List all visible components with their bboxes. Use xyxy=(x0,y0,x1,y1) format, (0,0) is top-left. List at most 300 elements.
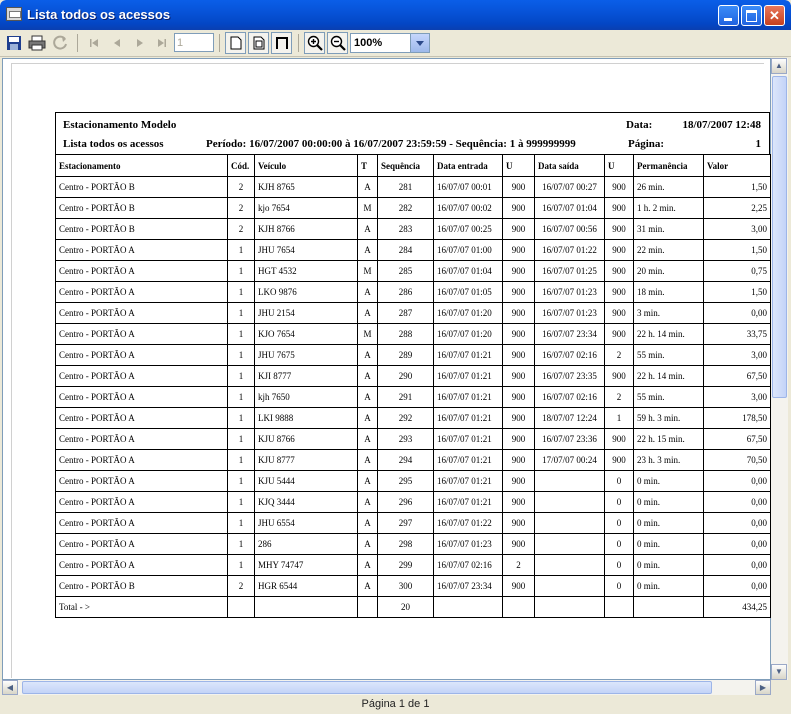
cell-u-saida: 900 xyxy=(605,303,634,324)
page-width-button[interactable] xyxy=(225,32,246,54)
cell-data-entrada: 16/07/07 01:21 xyxy=(434,408,503,429)
status-bar xyxy=(0,697,791,714)
cell-u-entrada: 900 xyxy=(503,198,535,219)
cell-data-entrada: 16/07/07 01:23 xyxy=(434,534,503,555)
cell-cod: 2 xyxy=(228,198,255,219)
whole-page-button[interactable] xyxy=(248,32,269,54)
last-page-button[interactable] xyxy=(152,32,172,54)
total-empty-cell xyxy=(434,597,503,618)
cell-cod: 1 xyxy=(228,387,255,408)
cell-data-saida xyxy=(535,555,605,576)
cell-sequencia: 290 xyxy=(378,366,434,387)
cell-estacionamento: Centro - PORTÃO B xyxy=(56,198,228,219)
cell-data-saida: 16/07/07 01:23 xyxy=(535,303,605,324)
cell-u-saida: 900 xyxy=(605,198,634,219)
column-header-valor: Valor xyxy=(704,155,771,177)
cell-tipo: A xyxy=(358,219,378,240)
cell-data-saida: 16/07/07 00:27 xyxy=(535,177,605,198)
cell-permanencia: 0 min. xyxy=(634,555,704,576)
cell-valor: 1,50 xyxy=(704,240,771,261)
previous-page-icon xyxy=(111,37,123,49)
cell-u-entrada: 900 xyxy=(503,513,535,534)
cell-data-entrada: 16/07/07 01:20 xyxy=(434,303,503,324)
last-page-icon xyxy=(156,37,168,49)
cell-valor: 1,50 xyxy=(704,282,771,303)
cell-tipo: M xyxy=(358,324,378,345)
cell-valor: 0,00 xyxy=(704,492,771,513)
cell-data-entrada: 16/07/07 00:02 xyxy=(434,198,503,219)
cell-cod: 1 xyxy=(228,450,255,471)
cell-sequencia: 286 xyxy=(378,282,434,303)
table-row xyxy=(56,303,771,324)
cell-u-saida: 900 xyxy=(605,261,634,282)
cell-permanencia: 26 min. xyxy=(634,177,704,198)
cell-tipo: A xyxy=(358,429,378,450)
cell-valor: 67,50 xyxy=(704,366,771,387)
cell-sequencia: 297 xyxy=(378,513,434,534)
cell-estacionamento: Centro - PORTÃO A xyxy=(56,513,228,534)
table-row xyxy=(56,345,771,366)
cell-estacionamento: Centro - PORTÃO A xyxy=(56,555,228,576)
cell-data-entrada: 16/07/07 01:21 xyxy=(434,429,503,450)
cell-cod: 1 xyxy=(228,366,255,387)
cell-veiculo: KJQ 3444 xyxy=(255,492,358,513)
cell-tipo: A xyxy=(358,303,378,324)
table-row xyxy=(56,282,771,303)
cell-cod: 2 xyxy=(228,177,255,198)
cell-data-entrada: 16/07/07 01:21 xyxy=(434,387,503,408)
cell-cod: 2 xyxy=(228,576,255,597)
table-row xyxy=(56,366,771,387)
cell-u-entrada: 900 xyxy=(503,303,535,324)
cell-veiculo: kjo 7654 xyxy=(255,198,358,219)
cell-u-saida: 900 xyxy=(605,429,634,450)
column-header-estacionamento: Estacionamento xyxy=(56,155,228,177)
cell-cod: 1 xyxy=(228,303,255,324)
cell-veiculo: KJU 8777 xyxy=(255,450,358,471)
cell-tipo: A xyxy=(358,492,378,513)
cell-u-saida: 0 xyxy=(605,471,634,492)
cell-tipo: A xyxy=(358,366,378,387)
cell-data-saida xyxy=(535,513,605,534)
scroll-right-button[interactable]: ▶ xyxy=(755,680,771,695)
zoom-select[interactable] xyxy=(350,33,430,53)
next-page-icon xyxy=(134,37,146,49)
column-header-u-entrada: U xyxy=(503,155,535,177)
cell-tipo: A xyxy=(358,450,378,471)
cell-tipo: A xyxy=(358,240,378,261)
scroll-down-button[interactable]: ▼ xyxy=(771,664,787,680)
table-row xyxy=(56,240,771,261)
cell-permanencia: 22 min. xyxy=(634,240,704,261)
cell-data-saida: 16/07/07 23:35 xyxy=(535,366,605,387)
cell-sequencia: 287 xyxy=(378,303,434,324)
cell-permanencia: 0 min. xyxy=(634,513,704,534)
horizontal-scrollbar[interactable] xyxy=(2,680,771,695)
cell-sequencia: 281 xyxy=(378,177,434,198)
cell-veiculo: 286 xyxy=(255,534,358,555)
cell-u-entrada: 900 xyxy=(503,450,535,471)
cell-estacionamento: Centro - PORTÃO A xyxy=(56,261,228,282)
cell-u-saida: 1 xyxy=(605,408,634,429)
total-row xyxy=(56,597,771,618)
cell-valor: 33,75 xyxy=(704,324,771,345)
total-count: 20 xyxy=(378,597,434,618)
cell-estacionamento: Centro - PORTÃO A xyxy=(56,303,228,324)
cell-u-saida: 900 xyxy=(605,324,634,345)
minimize-button[interactable] xyxy=(718,5,739,26)
whole-page-icon xyxy=(253,36,265,50)
report-period: Período: 16/07/2007 00:00:00 à 16/07/2007 23:59:59 - Sequência: 1 à 999999999 xyxy=(206,138,576,150)
company-name: Estacionamento Modelo xyxy=(63,119,177,131)
page-number-input[interactable] xyxy=(174,33,214,52)
cell-tipo: A xyxy=(358,282,378,303)
cell-sequencia: 294 xyxy=(378,450,434,471)
report-viewport xyxy=(2,58,771,680)
cell-data-entrada: 16/07/07 00:25 xyxy=(434,219,503,240)
report-page xyxy=(55,112,770,618)
cell-data-entrada: 16/07/07 01:00 xyxy=(434,240,503,261)
cell-data-saida: 18/07/07 12:24 xyxy=(535,408,605,429)
cell-permanencia: 0 min. xyxy=(634,576,704,597)
cell-data-entrada: 16/07/07 01:05 xyxy=(434,282,503,303)
cell-permanencia: 20 min. xyxy=(634,261,704,282)
cell-cod: 1 xyxy=(228,324,255,345)
cell-cod: 2 xyxy=(228,219,255,240)
cell-sequencia: 284 xyxy=(378,240,434,261)
zoom-in-icon xyxy=(307,35,323,51)
cell-veiculo: KJH 8766 xyxy=(255,219,358,240)
cell-data-entrada: 16/07/07 02:16 xyxy=(434,555,503,576)
cell-data-entrada: 16/07/07 01:04 xyxy=(434,261,503,282)
cell-u-saida: 900 xyxy=(605,282,634,303)
fit-page-icon xyxy=(275,36,289,50)
date-value: 18/07/2007 12:48 xyxy=(682,119,761,131)
cell-permanencia: 0 min. xyxy=(634,534,704,555)
cell-estacionamento: Centro - PORTÃO A xyxy=(56,429,228,450)
cell-estacionamento: Centro - PORTÃO A xyxy=(56,471,228,492)
cell-data-entrada: 16/07/07 01:21 xyxy=(434,450,503,471)
column-header-permanencia: Permanência xyxy=(634,155,704,177)
print-button[interactable] xyxy=(27,32,47,54)
cell-u-saida: 900 xyxy=(605,177,634,198)
cell-veiculo: LKI 9888 xyxy=(255,408,358,429)
vertical-scrollbar[interactable] xyxy=(771,58,788,680)
cell-veiculo: KJU 8766 xyxy=(255,429,358,450)
table-row xyxy=(56,471,771,492)
cell-veiculo: MHY 74747 xyxy=(255,555,358,576)
cell-valor: 0,00 xyxy=(704,303,771,324)
total-empty-cell xyxy=(255,597,358,618)
cell-tipo: M xyxy=(358,261,378,282)
cell-veiculo: KJI 8777 xyxy=(255,366,358,387)
cell-cod: 1 xyxy=(228,555,255,576)
cell-estacionamento: Centro - PORTÃO A xyxy=(56,240,228,261)
cell-data-entrada: 16/07/07 01:22 xyxy=(434,513,503,534)
cell-permanencia: 59 h. 3 min. xyxy=(634,408,704,429)
table-row xyxy=(56,324,771,345)
table-row xyxy=(56,261,771,282)
cell-sequencia: 289 xyxy=(378,345,434,366)
report-header xyxy=(55,112,770,154)
cell-data-saida: 16/07/07 00:56 xyxy=(535,219,605,240)
cell-u-saida: 0 xyxy=(605,513,634,534)
cell-cod: 1 xyxy=(228,534,255,555)
cell-data-entrada: 16/07/07 01:20 xyxy=(434,324,503,345)
cell-valor: 0,00 xyxy=(704,576,771,597)
cell-data-saida: 16/07/07 01:22 xyxy=(535,240,605,261)
cell-estacionamento: Centro - PORTÃO B xyxy=(56,576,228,597)
cell-valor: 178,50 xyxy=(704,408,771,429)
zoom-out-icon xyxy=(330,35,346,51)
cell-cod: 1 xyxy=(228,429,255,450)
first-page-icon xyxy=(88,37,100,49)
cell-u-entrada: 900 xyxy=(503,576,535,597)
cell-u-entrada: 2 xyxy=(503,555,535,576)
cell-veiculo: KJO 7654 xyxy=(255,324,358,345)
save-icon xyxy=(6,35,22,51)
cell-u-saida: 900 xyxy=(605,219,634,240)
cell-data-entrada: 16/07/07 01:21 xyxy=(434,345,503,366)
cell-data-saida xyxy=(535,492,605,513)
cell-data-entrada: 16/07/07 00:01 xyxy=(434,177,503,198)
refresh-button[interactable] xyxy=(51,32,71,54)
cell-valor: 3,00 xyxy=(704,345,771,366)
cell-tipo: A xyxy=(358,576,378,597)
table-row xyxy=(56,576,771,597)
cell-cod: 1 xyxy=(228,492,255,513)
cell-veiculo: JHU 6554 xyxy=(255,513,358,534)
cell-tipo: A xyxy=(358,534,378,555)
cell-sequencia: 292 xyxy=(378,408,434,429)
two-pages-button[interactable] xyxy=(271,32,292,54)
cell-u-entrada: 900 xyxy=(503,345,535,366)
cell-valor: 3,00 xyxy=(704,219,771,240)
cell-u-saida: 2 xyxy=(605,345,634,366)
cell-u-entrada: 900 xyxy=(503,408,535,429)
cell-tipo: A xyxy=(358,408,378,429)
cell-u-saida: 900 xyxy=(605,366,634,387)
cell-veiculo: KJU 5444 xyxy=(255,471,358,492)
cell-cod: 1 xyxy=(228,240,255,261)
page-number: 1 xyxy=(755,138,761,150)
vertical-scroll-thumb[interactable] xyxy=(772,76,787,398)
zoom-in-button[interactable] xyxy=(304,32,325,54)
previous-page-button[interactable] xyxy=(107,32,127,54)
table-row xyxy=(56,450,771,471)
first-page-button[interactable] xyxy=(84,32,104,54)
printer-app-icon xyxy=(6,7,22,21)
date-label: Data: xyxy=(626,119,653,131)
cell-sequencia: 285 xyxy=(378,261,434,282)
cell-valor: 3,00 xyxy=(704,387,771,408)
table-row xyxy=(56,555,771,576)
cell-sequencia: 296 xyxy=(378,492,434,513)
cell-data-saida xyxy=(535,576,605,597)
cell-permanencia: 23 h. 3 min. xyxy=(634,450,704,471)
cell-valor: 0,00 xyxy=(704,534,771,555)
cell-permanencia: 18 min. xyxy=(634,282,704,303)
scroll-left-button[interactable]: ◀ xyxy=(2,680,18,695)
toolbar-separator xyxy=(77,34,78,52)
cell-u-saida: 0 xyxy=(605,576,634,597)
table-row xyxy=(56,387,771,408)
cell-u-entrada: 900 xyxy=(503,240,535,261)
cell-u-entrada: 900 xyxy=(503,177,535,198)
cell-estacionamento: Centro - PORTÃO B xyxy=(56,177,228,198)
save-button[interactable] xyxy=(4,32,24,54)
cell-veiculo: HGR 6544 xyxy=(255,576,358,597)
cell-data-entrada: 16/07/07 01:21 xyxy=(434,366,503,387)
cell-u-entrada: 900 xyxy=(503,471,535,492)
table-row xyxy=(56,513,771,534)
cell-permanencia: 22 h. 15 min. xyxy=(634,429,704,450)
toolbar-separator xyxy=(219,34,220,52)
cell-u-entrada: 900 xyxy=(503,492,535,513)
column-header-cod: Cód. xyxy=(228,155,255,177)
total-empty-cell xyxy=(634,597,704,618)
cell-u-entrada: 900 xyxy=(503,324,535,345)
cell-estacionamento: Centro - PORTÃO A xyxy=(56,492,228,513)
cell-estacionamento: Centro - PORTÃO A xyxy=(56,366,228,387)
cell-data-saida xyxy=(535,534,605,555)
cell-permanencia: 31 min. xyxy=(634,219,704,240)
cell-sequencia: 283 xyxy=(378,219,434,240)
total-empty-cell xyxy=(228,597,255,618)
chevron-down-icon[interactable] xyxy=(410,34,429,52)
cell-data-saida: 16/07/07 01:23 xyxy=(535,282,605,303)
cell-permanencia: 22 h. 14 min. xyxy=(634,366,704,387)
table-header xyxy=(56,155,771,177)
maximize-button[interactable] xyxy=(741,5,762,26)
cell-sequencia: 295 xyxy=(378,471,434,492)
page-icon xyxy=(230,36,242,50)
total-label: Total - > xyxy=(56,597,228,618)
cell-tipo: A xyxy=(358,513,378,534)
column-header-tipo: T xyxy=(358,155,378,177)
report-subtitle: Lista todos os acessos xyxy=(63,138,164,150)
cell-veiculo: JHU 7654 xyxy=(255,240,358,261)
cell-estacionamento: Centro - PORTÃO A xyxy=(56,408,228,429)
cell-tipo: A xyxy=(358,177,378,198)
toolbar-separator xyxy=(298,34,299,52)
cell-veiculo: kjh 7650 xyxy=(255,387,358,408)
cell-veiculo: JHU 7675 xyxy=(255,345,358,366)
access-table xyxy=(55,154,771,618)
cell-data-entrada: 16/07/07 01:21 xyxy=(434,471,503,492)
cell-data-entrada: 16/07/07 01:21 xyxy=(434,492,503,513)
cell-u-saida: 0 xyxy=(605,534,634,555)
refresh-icon xyxy=(53,35,69,51)
table-body xyxy=(56,177,771,618)
cell-estacionamento: Centro - PORTÃO A xyxy=(56,282,228,303)
cell-tipo: A xyxy=(358,387,378,408)
cell-sequencia: 298 xyxy=(378,534,434,555)
cell-u-entrada: 900 xyxy=(503,534,535,555)
next-page-button[interactable] xyxy=(130,32,150,54)
cell-tipo: A xyxy=(358,345,378,366)
cell-cod: 1 xyxy=(228,345,255,366)
zoom-out-button[interactable] xyxy=(327,32,348,54)
total-empty-cell xyxy=(503,597,535,618)
cell-sequencia: 291 xyxy=(378,387,434,408)
status-page-text: Página 1 de 1 xyxy=(361,698,430,710)
cell-u-entrada: 900 xyxy=(503,261,535,282)
cell-valor: 70,50 xyxy=(704,450,771,471)
cell-u-saida: 2 xyxy=(605,387,634,408)
cell-permanencia: 55 min. xyxy=(634,345,704,366)
cell-data-saida: 16/07/07 01:25 xyxy=(535,261,605,282)
horizontal-scroll-thumb[interactable] xyxy=(22,681,712,694)
table-row xyxy=(56,534,771,555)
cell-u-entrada: 900 xyxy=(503,366,535,387)
cell-data-saida: 17/07/07 00:24 xyxy=(535,450,605,471)
cell-u-saida: 0 xyxy=(605,492,634,513)
page-label: Página: xyxy=(628,138,665,150)
cell-veiculo: JHU 2154 xyxy=(255,303,358,324)
table-row xyxy=(56,177,771,198)
cell-cod: 1 xyxy=(228,408,255,429)
cell-sequencia: 288 xyxy=(378,324,434,345)
cell-tipo: A xyxy=(358,555,378,576)
column-header-sequencia: Sequência xyxy=(378,155,434,177)
table-row xyxy=(56,219,771,240)
cell-u-saida: 0 xyxy=(605,555,634,576)
total-empty-cell xyxy=(358,597,378,618)
cell-estacionamento: Centro - PORTÃO A xyxy=(56,387,228,408)
cell-u-saida: 900 xyxy=(605,240,634,261)
cell-valor: 67,50 xyxy=(704,429,771,450)
cell-data-saida: 16/07/07 02:16 xyxy=(535,387,605,408)
cell-cod: 1 xyxy=(228,282,255,303)
cell-valor: 1,50 xyxy=(704,177,771,198)
title-bar[interactable] xyxy=(0,0,791,30)
cell-estacionamento: Centro - PORTÃO A xyxy=(56,345,228,366)
column-header-u-saida: U xyxy=(605,155,634,177)
cell-sequencia: 293 xyxy=(378,429,434,450)
cell-tipo: A xyxy=(358,471,378,492)
cell-sequencia: 282 xyxy=(378,198,434,219)
cell-data-saida: 16/07/07 23:36 xyxy=(535,429,605,450)
table-row xyxy=(56,492,771,513)
cell-permanencia: 3 min. xyxy=(634,303,704,324)
cell-permanencia: 0 min. xyxy=(634,471,704,492)
column-header-data-saida: Data saída xyxy=(535,155,605,177)
total-empty-cell xyxy=(605,597,634,618)
cell-data-saida: 16/07/07 02:16 xyxy=(535,345,605,366)
cell-valor: 0,75 xyxy=(704,261,771,282)
cell-permanencia: 1 h. 2 min. xyxy=(634,198,704,219)
cell-estacionamento: Centro - PORTÃO A xyxy=(56,450,228,471)
cell-veiculo: LKO 9876 xyxy=(255,282,358,303)
window-title: Lista todos os acessos xyxy=(27,7,171,22)
cell-u-saida: 900 xyxy=(605,450,634,471)
total-value: 434,25 xyxy=(704,597,771,618)
cell-u-entrada: 900 xyxy=(503,387,535,408)
printer-icon xyxy=(28,35,46,51)
scroll-up-button[interactable]: ▲ xyxy=(771,58,787,74)
cell-cod: 1 xyxy=(228,261,255,282)
cell-cod: 1 xyxy=(228,471,255,492)
close-button[interactable]: ✕ xyxy=(764,5,785,26)
cell-data-saida: 16/07/07 01:04 xyxy=(535,198,605,219)
cell-estacionamento: Centro - PORTÃO A xyxy=(56,534,228,555)
cell-data-saida xyxy=(535,471,605,492)
cell-valor: 0,00 xyxy=(704,513,771,534)
minimize-icon xyxy=(724,18,732,21)
cell-estacionamento: Centro - PORTÃO A xyxy=(56,324,228,345)
cell-estacionamento: Centro - PORTÃO B xyxy=(56,219,228,240)
